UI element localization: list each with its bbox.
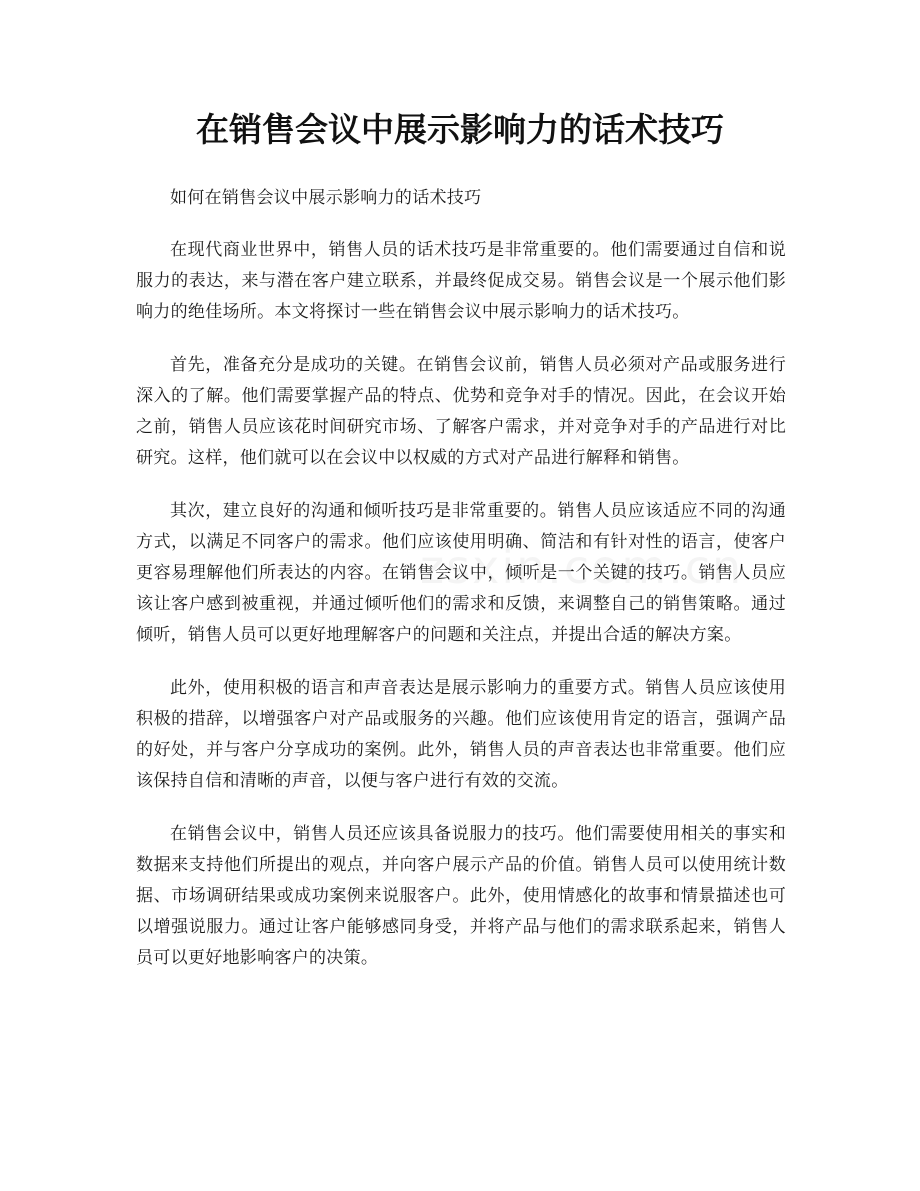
paragraph-preparation: 首先，准备充分是成功的关键。在销售会议前，销售人员必须对产品或服务进行深入的了解。他们需要掌握产品的特点、优势和竞争对手的情况。因此，在会议开始之前，销售人员应该花时间研究市场、了解客户需求，并对竞争对手的产品进行对比研究。这样，他们就可以在会议中以权威的方式对产品进行解释和销售。 — [136, 355, 786, 468]
paragraph-intro: 在现代商业世界中，销售人员的话术技巧是非常重要的。他们需要通过自信和说服力的表达，来与潜在客户建立联系，并最终促成交易。销售会议是一个展示他们影响力的绝佳场所。本文将探讨一些在销售会议中展示影响力的话术技巧。 — [136, 240, 786, 322]
document-title: 在销售会议中展示影响力的话术技巧 — [196, 110, 724, 149]
paragraph-positive-language: 此外，使用积极的语言和声音表达是展示影响力的重要方式。销售人员应该使用积极的措辞，以增强客户对产品或服务的兴趣。他们应该使用肯定的语言，强调产品的好处，并与客户分享成功的案例。此外，销售人员的声音表达也非常重要。他们应该保持自信和清晰的声音，以便与客户进行有效的交流。 — [136, 678, 786, 791]
document-subtitle: 如何在销售会议中展示影响力的话术技巧 — [170, 188, 482, 208]
paragraph-communication: 其次，建立良好的沟通和倾听技巧是非常重要的。销售人员应该适应不同的沟通方式，以满足不同客户的需求。他们应该使用明确、简洁和有针对性的语言，使客户更容易理解他们所表达的内容。在销售会议中，倾听是一个关键的技巧。销售人员应该让客户感到被重视，并通过倾听他们的需求和反馈，来调整自己的销售策略。通过倾听，销售人员可以更好地理解客户的问题和关注点，并提出合适的解决方案。 — [136, 501, 786, 645]
document-body — [136, 183, 786, 996]
paragraph-persuasion: 在销售会议中，销售人员还应该具备说服力的技巧。他们需要使用相关的事实和数据来支持他们所提出的观点，并向客户展示产品的价值。销售人员可以使用统计数据、市场调研结果或成功案例来说服客户。此外，使用情感化的故事和情景描述也可以增强说服力。通过让客户能够感同身受，并将产品与他们的需求联系起来，销售人员可以更好地影响客户的决策。 — [136, 824, 786, 968]
